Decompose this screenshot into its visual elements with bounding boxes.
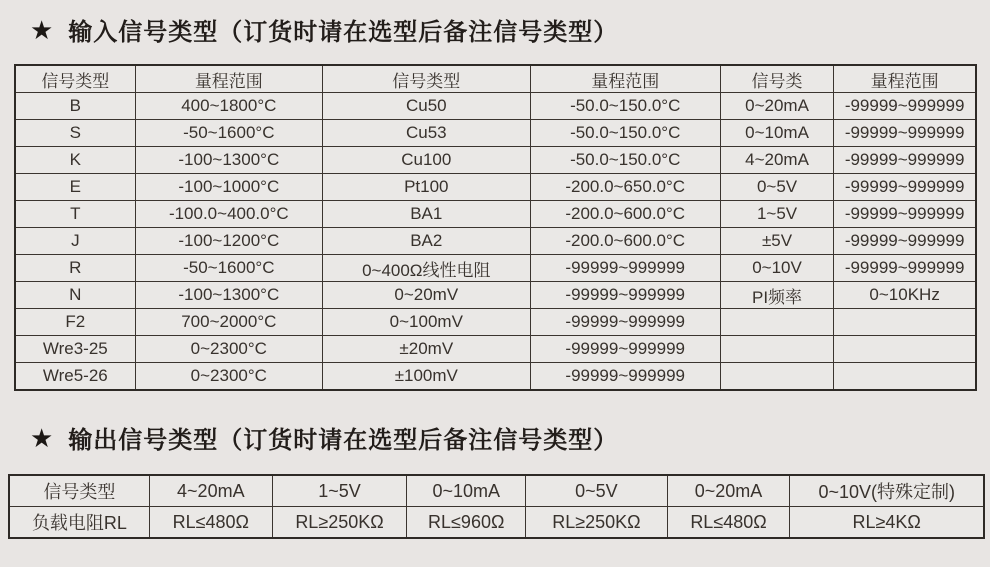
table-header-cell: 0~5V: [526, 475, 667, 507]
table-cell: E: [15, 174, 135, 201]
table-cell: -99999~999999: [834, 120, 976, 147]
table-cell: Pt100: [323, 174, 531, 201]
table-cell: 0~20mA: [720, 93, 833, 120]
output-table-body: [9, 475, 984, 538]
output-signal-table: [8, 474, 985, 539]
table-cell: -50~1600°C: [135, 120, 322, 147]
table-header-cell: 量程范围: [834, 65, 976, 93]
table-cell: Cu50: [323, 93, 531, 120]
table-row: [15, 93, 976, 120]
table-cell: 400~1800°C: [135, 93, 322, 120]
table-cell: -50.0~150.0°C: [530, 93, 720, 120]
table-cell: [834, 363, 976, 391]
table-cell: Cu53: [323, 120, 531, 147]
table-header-row: [9, 475, 984, 507]
table-header-cell: 信号类型: [15, 65, 135, 93]
table-row: [15, 336, 976, 363]
table-header-cell: 信号类型: [9, 475, 149, 507]
table-cell: -99999~999999: [834, 174, 976, 201]
table-row: [15, 228, 976, 255]
table-cell: [834, 309, 976, 336]
table-header-cell: 0~10V(特殊定制): [790, 475, 984, 507]
star-icon: ★: [30, 14, 55, 45]
table-cell: ±100mV: [323, 363, 531, 391]
table-cell: 1~5V: [720, 201, 833, 228]
table-cell: -200.0~650.0°C: [530, 174, 720, 201]
table-cell: 0~100mV: [323, 309, 531, 336]
table-cell: -100~1300°C: [135, 147, 322, 174]
table-cell: F2: [15, 309, 135, 336]
table-cell: -100~1000°C: [135, 174, 322, 201]
table-cell: J: [15, 228, 135, 255]
table-header-cell: 信号类型: [323, 65, 531, 93]
table-row: [15, 174, 976, 201]
table-row: [15, 309, 976, 336]
input-table-body: [15, 65, 976, 390]
table-cell: Wre3-25: [15, 336, 135, 363]
table-cell: [720, 336, 833, 363]
table-cell: -100.0~400.0°C: [135, 201, 322, 228]
output-section-title-text: 输出信号类型（订货时请在选型后备注信号类型）: [68, 427, 619, 454]
table-cell: BA1: [323, 201, 531, 228]
table-header-cell: 量程范围: [135, 65, 322, 93]
table-cell: RL≤480Ω: [667, 507, 790, 539]
table-cell: ±20mV: [323, 336, 531, 363]
section-title-input: [30, 12, 618, 47]
table-cell: PI频率: [720, 282, 833, 309]
table-cell: [720, 363, 833, 391]
table-cell: ±5V: [720, 228, 833, 255]
table-cell: -99999~999999: [530, 282, 720, 309]
table-cell: -99999~999999: [834, 147, 976, 174]
star-icon: ★: [30, 422, 55, 453]
table-header-cell: 4~20mA: [149, 475, 272, 507]
table-cell: -100~1300°C: [135, 282, 322, 309]
table-cell: T: [15, 201, 135, 228]
table-cell: -99999~999999: [834, 93, 976, 120]
table-cell: RL≥250KΩ: [272, 507, 407, 539]
section-title-output: [30, 420, 618, 455]
table-row: [15, 147, 976, 174]
table-row: [15, 282, 976, 309]
table-row: [9, 507, 984, 539]
table-cell: 0~400Ω线性电阻: [323, 255, 531, 282]
table-cell: RL≥4KΩ: [790, 507, 984, 539]
table-cell: -50.0~150.0°C: [530, 120, 720, 147]
table-cell: 700~2000°C: [135, 309, 322, 336]
table-row: [15, 255, 976, 282]
table-cell: -99999~999999: [530, 336, 720, 363]
table-cell: RL≤480Ω: [149, 507, 272, 539]
table-cell: N: [15, 282, 135, 309]
table-header-cell: 0~20mA: [667, 475, 790, 507]
table-cell: B: [15, 93, 135, 120]
table-cell: 0~2300°C: [135, 363, 322, 391]
table-cell: 4~20mA: [720, 147, 833, 174]
table-cell: -99999~999999: [834, 201, 976, 228]
table-row: [15, 363, 976, 391]
table-cell: RL≥250KΩ: [526, 507, 667, 539]
table-cell: S: [15, 120, 135, 147]
table-cell: [720, 309, 833, 336]
table-header-cell: 0~10mA: [407, 475, 526, 507]
table-cell: 0~2300°C: [135, 336, 322, 363]
table-header-cell: 1~5V: [272, 475, 407, 507]
table-row: [15, 120, 976, 147]
table-cell: 0~10KHz: [834, 282, 976, 309]
table-cell: -99999~999999: [834, 228, 976, 255]
table-cell: 0~10mA: [720, 120, 833, 147]
table-cell: K: [15, 147, 135, 174]
table-cell: R: [15, 255, 135, 282]
table-cell: Wre5-26: [15, 363, 135, 391]
table-cell: BA2: [323, 228, 531, 255]
table-cell: Cu100: [323, 147, 531, 174]
table-cell: -200.0~600.0°C: [530, 228, 720, 255]
table-cell: -50.0~150.0°C: [530, 147, 720, 174]
table-header-cell: 量程范围: [530, 65, 720, 93]
input-signal-table: [14, 64, 977, 391]
table-cell: RL≤960Ω: [407, 507, 526, 539]
table-cell: 0~5V: [720, 174, 833, 201]
table-header-cell: 信号类: [720, 65, 833, 93]
table-cell: [834, 336, 976, 363]
table-cell: 0~10V: [720, 255, 833, 282]
table-cell: 0~20mV: [323, 282, 531, 309]
table-header-row: [15, 65, 976, 93]
table-cell: -99999~999999: [834, 255, 976, 282]
table-cell: -200.0~600.0°C: [530, 201, 720, 228]
table-cell: 负载电阻RL: [9, 507, 149, 539]
table-cell: -99999~999999: [530, 363, 720, 391]
table-cell: -50~1600°C: [135, 255, 322, 282]
table-cell: -99999~999999: [530, 255, 720, 282]
table-cell: -100~1200°C: [135, 228, 322, 255]
table-row: [15, 201, 976, 228]
input-section-title-text: 输入信号类型（订货时请在选型后备注信号类型）: [68, 19, 619, 46]
table-cell: -99999~999999: [530, 309, 720, 336]
